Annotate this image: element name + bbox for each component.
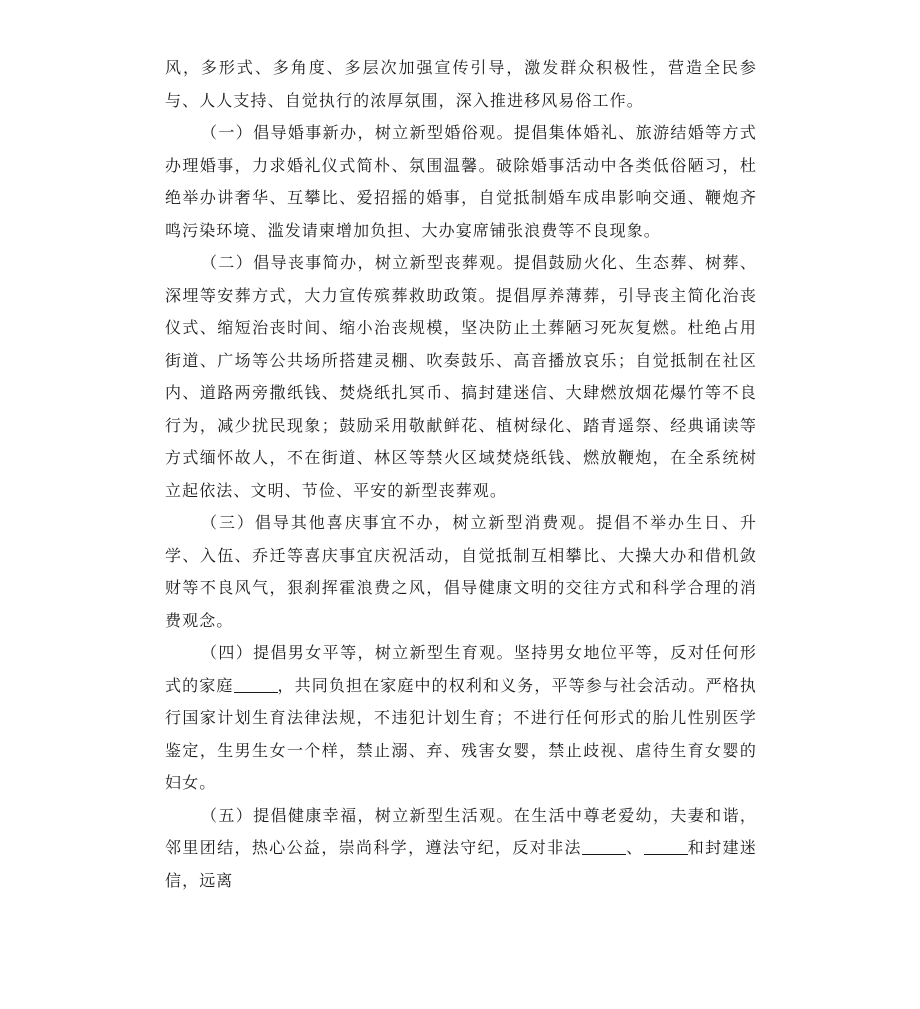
paragraph-marriage: （一）倡导婚事新办，树立新型婚俗观。提倡集体婚礼、旅游结婚等方式办理婚事，力求婚礼仪式简朴、氛围温馨。破除婚事活动中各类低俗陋习，杜绝举办讲奢华、互攀比、爱招摇的婚事，自觉抵制婚车成串影响交通、鞭炮齐鸣污染环境、滥发请柬增加负担、大办宴席铺张浪费等不良现象。 [165, 123, 757, 240]
text-segment: 和封建迷信，远离 [165, 838, 757, 890]
text-segment: （五）提倡健康幸福，树立新型生活观。在生活中尊老爱幼，夫妻和谐，邻里团结，热心公益，崇尚科学，遵法守纪，反对非法 [165, 805, 757, 857]
paragraph-funeral: （二）倡导丧事简办，树立新型丧葬观。提倡鼓励火化、生态葬、树葬、深埋等安葬方式，大力宣传殡葬救助政策。提倡厚养薄葬，引导丧主简化治丧仪式、缩短治丧时间、缩小治丧规模，坚决防止土葬陋习死灰复燃。杜绝占用街道、广场等公共场所搭建灵棚、吹奏鼓乐、高音播放哀乐；自觉抵制在社区内、道路两旁撒纸钱、焚烧纸扎冥币、搞封建迷信、大肆燃放烟花爆竹等不良行为，减少扰民现象；鼓励采用敬献鲜花、植树绿化、踏青遥祭、经典诵读等方式缅怀故人，不在街道、林区等禁火区域焚烧纸钱、燃放鞭炮，在全系统树立起依法、文明、节俭、平安的新型丧葬观。 [165, 253, 757, 500]
document-body [165, 52, 757, 897]
fill-blank [582, 838, 626, 855]
paragraph-gender-equality [165, 637, 757, 800]
fill-blank [644, 838, 688, 855]
paragraph-consumption: （三）倡导其他喜庆事宜不办，树立新型消费观。提倡不举办生日、升学、入伍、乔迁等喜庆事宜庆祝活动，自觉抵制互相攀比、大操大办和借机敛财等不良风气，狠刹挥霍浪费之风，倡导健康文明的交往方式和科学合理的消费观念。 [165, 513, 757, 630]
paragraph-healthy-life [165, 800, 757, 898]
text-segment: ，共同负担在家庭中的权利和义务，平等参与社会活动。严格执行国家计划生育法律法规，不违犯计划生育；不进行任何形式的胎儿性别医学鉴定，生男生女一个样，禁止溺、弃、残害女婴，禁止歧视、虐待生育女婴的妇女。 [165, 675, 757, 792]
text-segment: 、 [625, 838, 644, 857]
paragraph-continuation: 风，多形式、多角度、多层次加强宣传引导，激发群众积极性，营造全民参与、人人支持、自觉执行的浓厚氛围，深入推进移风易俗工作。 [165, 58, 757, 110]
fill-blank [234, 676, 278, 693]
text-segment: （四）提倡男女平等，树立新型生育观。坚持男女地位平等，反对任何形式的家庭 [165, 643, 757, 695]
